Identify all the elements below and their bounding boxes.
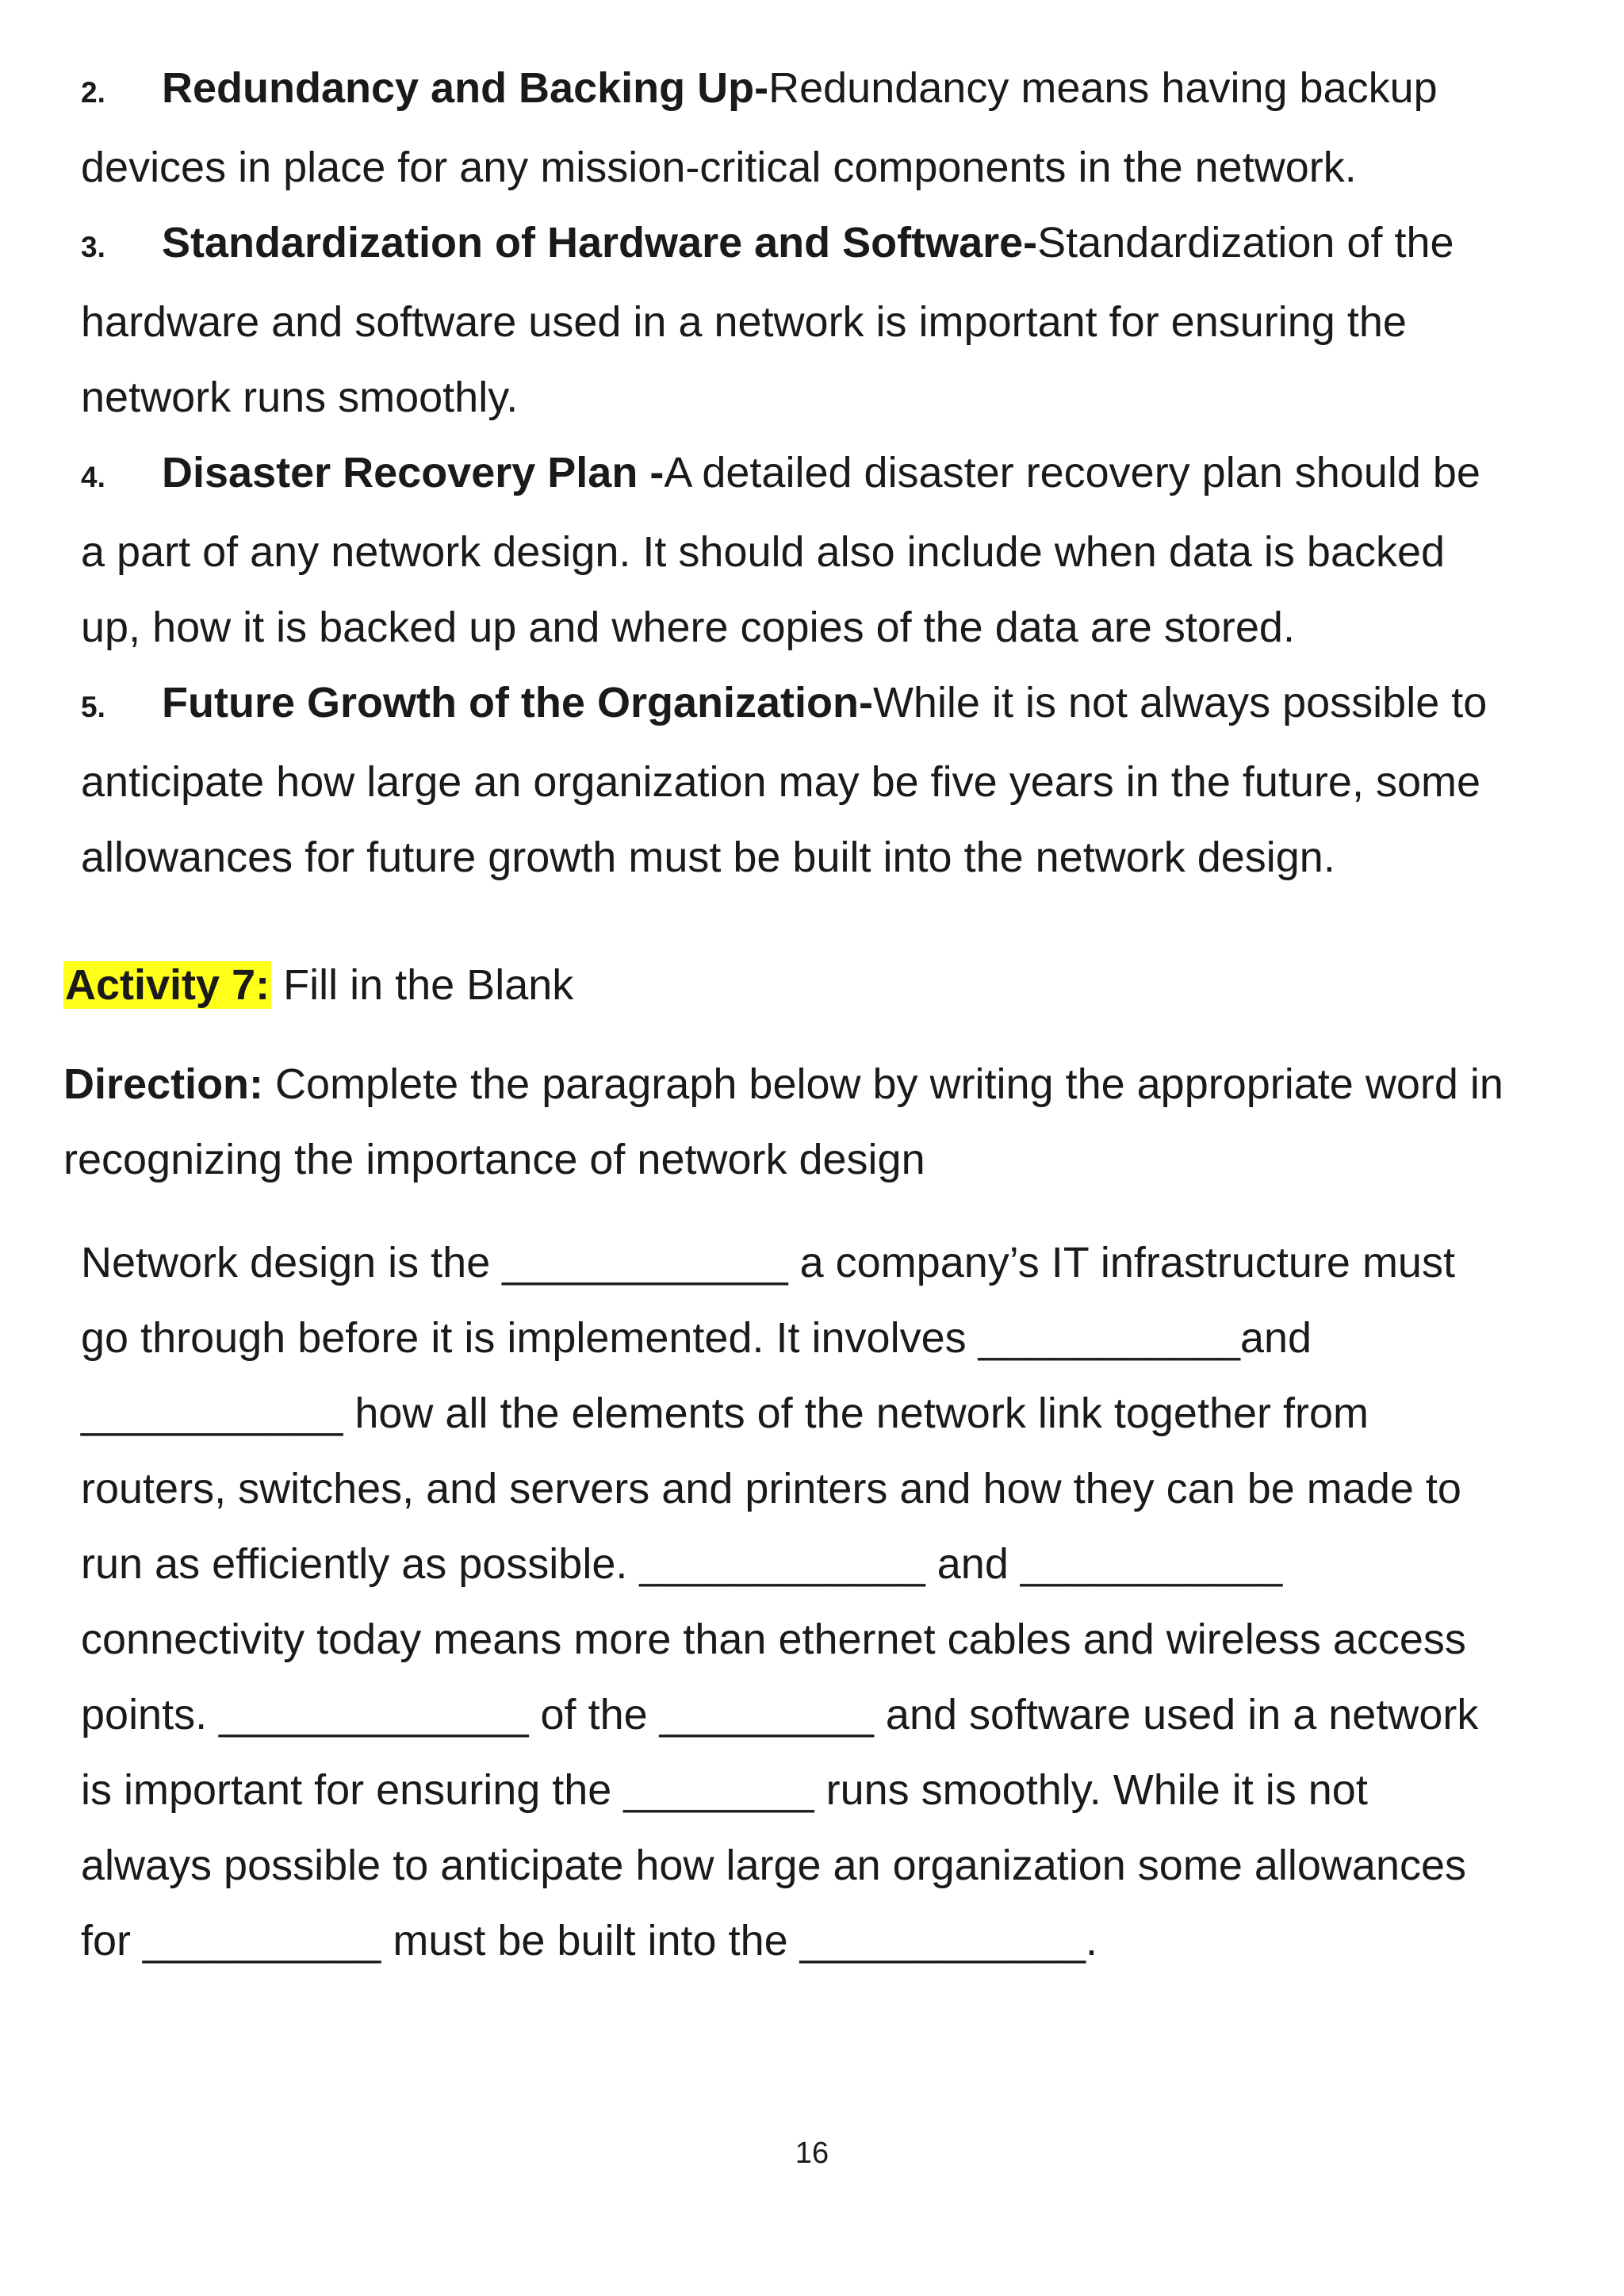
direction-text: Complete the paragraph below by writing the appropriate word in xyxy=(263,1060,1503,1108)
list-number: 4. xyxy=(81,461,105,493)
direction-text: recognizing the importance of network design xyxy=(63,1136,925,1183)
list-text: hardware and software used in a network is important for ensuring the xyxy=(81,298,1407,346)
paragraph-line: is important for ensuring the ________ runs smoothly. While it is not xyxy=(81,1766,1368,1814)
paragraph-line: for __________ must be built into the ____________. xyxy=(81,1917,1098,1964)
list-text: devices in place for any mission-critical components in the network. xyxy=(81,144,1357,191)
paragraph-line: always possible to anticipate how large an organization some allowances xyxy=(81,1842,1467,1889)
list-text: network runs smoothly. xyxy=(81,374,519,421)
list-text: anticipate how large an organization may be five years in the future, some xyxy=(81,758,1480,806)
list-number: 2. xyxy=(81,76,105,109)
list-item xyxy=(81,51,1556,205)
list-term: Future Growth of the Organization- xyxy=(162,679,873,726)
activity-title: Fill in the Blank xyxy=(271,961,574,1009)
list-number: 5. xyxy=(81,691,105,723)
list-term: Redundancy and Backing Up- xyxy=(162,64,769,112)
list-item xyxy=(81,205,1556,435)
paragraph-line: run as efficiently as possible. ____________ and ___________ xyxy=(81,1540,1283,1588)
list-text: A detailed disaster recovery plan should be xyxy=(664,449,1480,496)
list-text: Redundancy means having backup xyxy=(768,64,1438,112)
activity-heading xyxy=(63,956,573,1015)
list-text: While it is not always possible to xyxy=(872,679,1488,726)
list-text: a part of any network design. It should also include when data is backed xyxy=(81,528,1446,576)
list-item xyxy=(81,435,1556,665)
list-term: Disaster Recovery Plan - xyxy=(162,449,665,496)
list-number: 3. xyxy=(81,231,105,263)
list-item xyxy=(81,665,1556,895)
paragraph-line: points. _____________ of the _________ and software used in a network xyxy=(81,1691,1479,1738)
paragraph-line: connectivity today means more than ethernet cables and wireless access xyxy=(81,1616,1466,1663)
numbered-list xyxy=(81,51,1556,895)
list-text: up, how it is backed up and where copies of the data are stored. xyxy=(81,604,1295,651)
list-text: Standardization of the xyxy=(1037,219,1454,266)
paragraph-line: go through before it is implemented. It involves ___________and xyxy=(81,1314,1312,1362)
activity-label: Activity 7: xyxy=(65,961,270,1009)
list-term: Standardization of Hardware and Software- xyxy=(162,219,1038,266)
paragraph-line: Network design is the ____________ a company’s IT infrastructure must xyxy=(81,1239,1455,1286)
paragraph-line: ___________ how all the elements of the network link together from xyxy=(81,1389,1369,1437)
list-text: allowances for future growth must be built into the network design. xyxy=(81,834,1335,881)
paragraph-line: routers, switches, and servers and printers and how they can be made to xyxy=(81,1465,1461,1512)
direction-block xyxy=(63,1047,1570,1198)
fill-in-paragraph xyxy=(81,1225,1572,1979)
direction-label: Direction: xyxy=(63,1060,264,1108)
page-number: 16 xyxy=(795,2137,829,2170)
